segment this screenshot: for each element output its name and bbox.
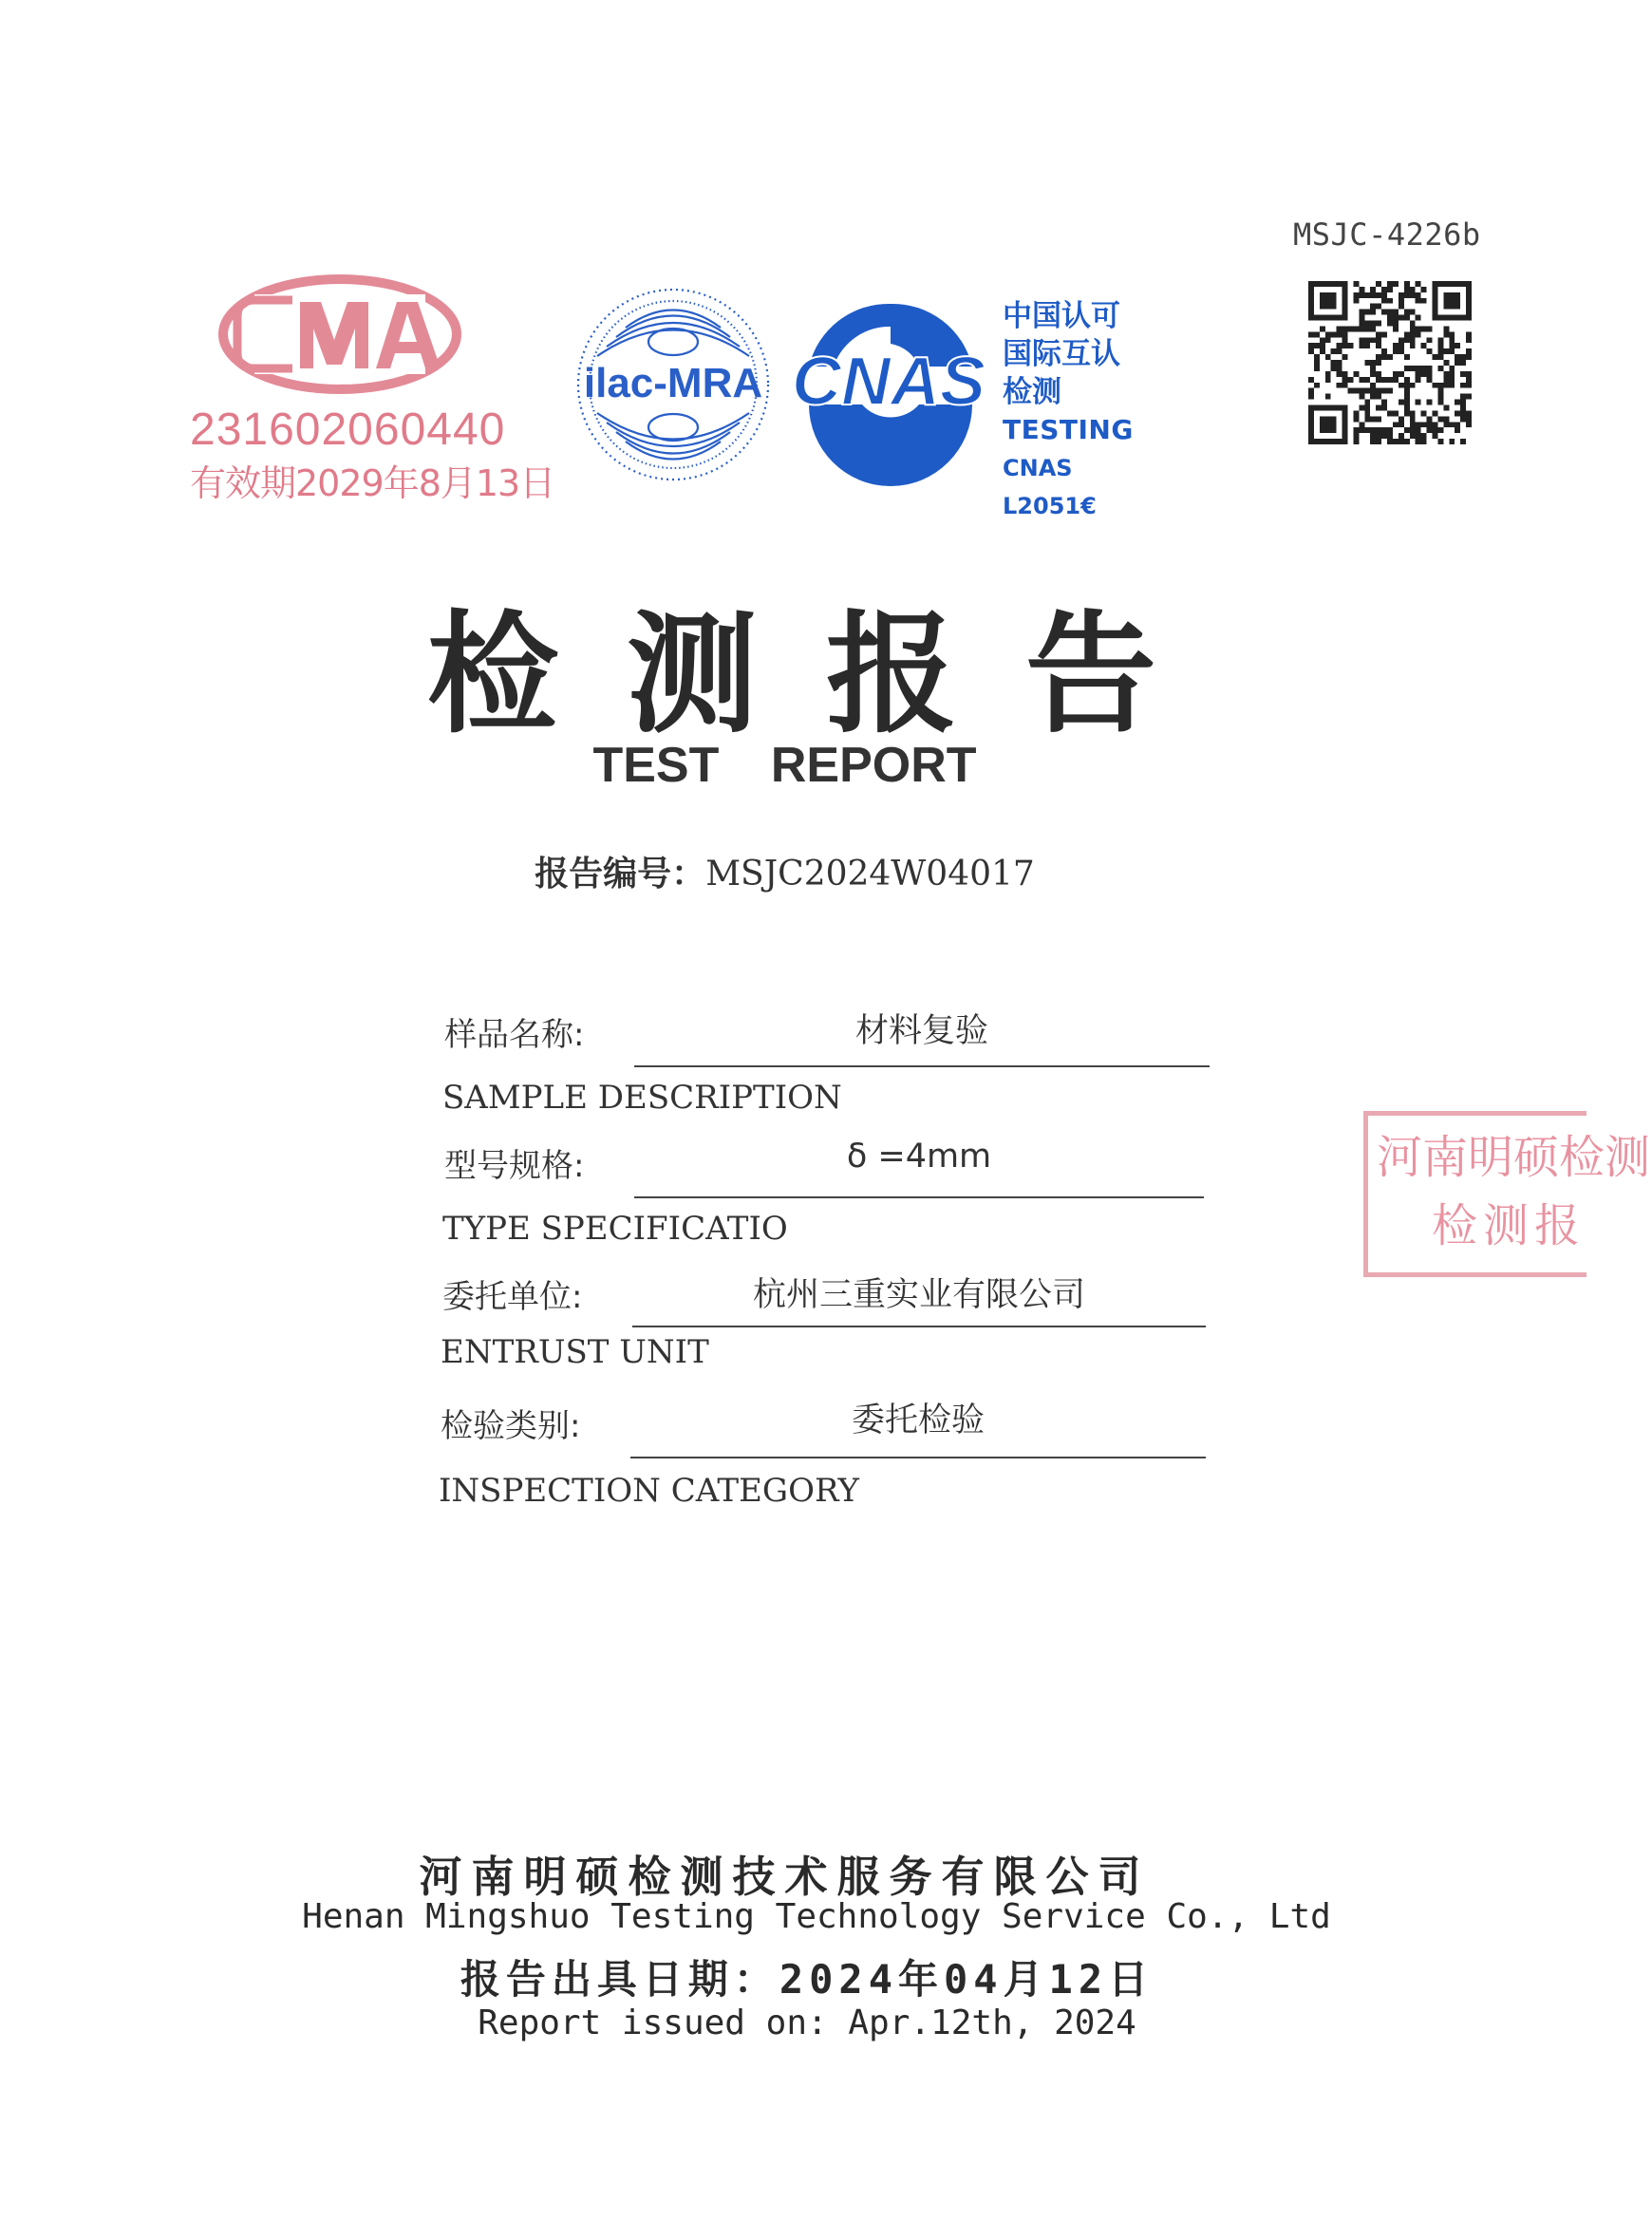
cnas-logo [777, 300, 1004, 471]
company-name-cn: 河南明硕检测技术服务有限公司 [419, 1852, 1151, 1902]
cma-stamp-icon [216, 273, 463, 395]
issue-date-en: Report issued on: Apr.12th, 2024 [478, 2004, 1136, 2042]
cnas-line4: TESTING [1003, 414, 1134, 445]
inspection-category-underline [630, 1457, 1206, 1458]
entrust-unit-label-en: ENTRUST UNIT [441, 1333, 709, 1371]
cnas-code: CNAS L2051€ [1003, 455, 1097, 519]
entrust-unit-underline [632, 1326, 1206, 1327]
report-number [0, 847, 1569, 895]
report-number-label: 报告编号： [535, 855, 706, 894]
seam-stamp-line2: 检测报 [1432, 1199, 1586, 1252]
document-code: MSJC-4226b [1293, 216, 1481, 253]
sample-description-label: SAMPLE DESCRIPTION [442, 1079, 842, 1117]
type-specification-label: TYPE SPECIFICATIO [442, 1210, 788, 1248]
inspection-category-value: 委托检验 [851, 1402, 985, 1439]
qr-code-icon [1308, 281, 1472, 444]
entrust-unit-label-cn: 委托单位: [442, 1278, 583, 1316]
cnas-line3: 检测 [1003, 375, 1061, 409]
report-number-value: MSJC2024W04017 [705, 855, 1035, 894]
cnas-line1: 中国认可 [1003, 299, 1120, 333]
model-spec-underline [634, 1196, 1204, 1198]
model-spec-label: 型号规格: [444, 1147, 585, 1185]
cma-mark: CMA [340, 385, 346, 386]
company-name-en: Henan Mingshuo Testing Technology Service Co., Ltd [302, 1897, 1331, 1936]
inspection-category-label-cn: 检验类别: [441, 1407, 581, 1445]
issue-date-cn: 报告出具日期：2024年04月12日 [460, 1956, 1155, 2003]
model-spec-value: δ =4mm [846, 1138, 992, 1176]
cnas-caption [1003, 297, 1155, 525]
cnas-mark: CNAS [791, 344, 986, 420]
entrust-unit-value: 杭州三重实业有限公司 [752, 1276, 1085, 1314]
report-title-en: TEST REPORT [592, 738, 977, 793]
ilac-mra-text: ilac-MRA [583, 360, 763, 406]
sample-name-value: 材料复验 [854, 1012, 988, 1050]
cma-validity: 有效期2029年8月13日 [190, 462, 555, 504]
sample-name-underline [634, 1065, 1210, 1067]
cma-number: 231602060440 [190, 404, 506, 455]
inspection-category-label-en: INSPECTION CATEGORY [439, 1472, 859, 1510]
report-title-cn: 检测报告 [426, 598, 1225, 751]
sample-name-label: 样品名称: [444, 1016, 585, 1054]
seam-stamp-line1: 河南明硕检测 [1377, 1131, 1651, 1184]
ilac-mra-logo [573, 285, 773, 484]
cnas-line2: 国际互认 [1003, 337, 1120, 371]
